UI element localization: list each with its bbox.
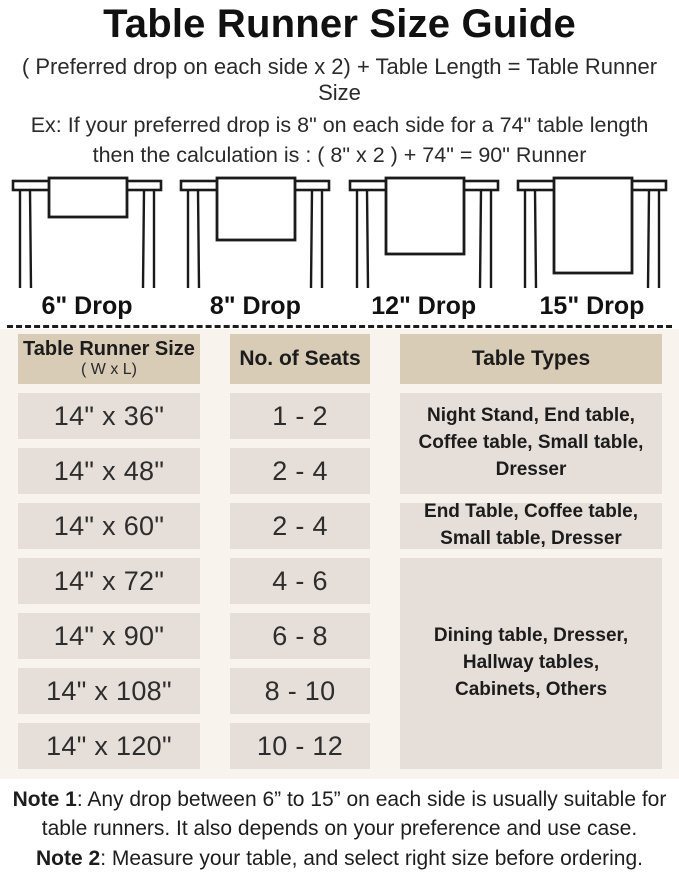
header-seats-label: No. of Seats	[239, 347, 361, 370]
drop-figure-12	[343, 175, 505, 321]
size-value: 14" x 120"	[46, 730, 172, 761]
table-types-value: End Table, Coffee table, Small table, Dresser	[424, 501, 638, 549]
header-runner-size-sub-label: ( W x L)	[81, 361, 137, 379]
seats-value: 8 - 10	[264, 675, 336, 706]
header-table-types	[400, 334, 662, 384]
table-types-cell-large-tables	[400, 558, 662, 769]
table-types-cell-small-tables	[400, 393, 662, 494]
size-cell	[18, 393, 200, 439]
note-2-label: Note 2	[36, 846, 101, 870]
table-types-value: Dining table, Dresser, Hallway tables, Cabinets, Others	[433, 625, 629, 700]
seats-cell	[230, 723, 370, 769]
drop-figure-8	[174, 175, 336, 321]
size-cell	[18, 448, 200, 494]
header-runner-size-label: Table Runner Size	[23, 338, 195, 361]
note-2	[0, 845, 679, 874]
note-2-text: : Measure your table, and select right size before ordering.	[100, 846, 643, 870]
size-cell	[18, 558, 200, 604]
drop-label: 12" Drop	[371, 292, 477, 320]
table-runner-8-drop-illustration	[174, 175, 336, 290]
dashed-divider	[7, 325, 672, 328]
page-title: Table Runner Size Guide	[103, 2, 576, 46]
table-runner-6-drop-illustration	[6, 175, 168, 290]
seats-cell	[230, 503, 370, 549]
header-runner-size	[18, 334, 200, 384]
drop-illustrations-row	[0, 171, 679, 321]
size-cell	[18, 668, 200, 714]
size-value: 14" x 90"	[53, 620, 165, 651]
seats-cell	[230, 448, 370, 494]
size-value: 14" x 60"	[53, 510, 165, 541]
formula-block	[0, 54, 679, 168]
table-types-value: Night Stand, End table, Coffee table, Small table, Dresser	[418, 405, 644, 480]
drop-figure-15	[511, 175, 673, 321]
seats-value: 2 - 4	[272, 510, 328, 541]
seats-value: 2 - 4	[272, 455, 328, 486]
size-value: 14" x 36"	[53, 400, 165, 431]
drop-label: 15" Drop	[539, 292, 645, 320]
size-value: 14" x 48"	[53, 455, 165, 486]
size-value: 14" x 72"	[53, 565, 165, 596]
size-cell	[18, 503, 200, 549]
formula-example-line: Ex: If your preferred drop is 8" on each side for a 74" table length	[30, 113, 649, 137]
header-table-types-label: Table Types	[471, 347, 591, 370]
note-1	[4, 786, 676, 844]
formula-calculation-line: then the calculation is : ( 8" x 2 ) + 74" = 90" Runner	[92, 143, 587, 167]
seats-value: 4 - 6	[272, 565, 328, 596]
size-cell	[18, 723, 200, 769]
size-table-section	[0, 329, 679, 779]
table-runner-15-drop-illustration	[511, 175, 673, 290]
drop-figure-6	[6, 175, 168, 321]
drop-label: 6" Drop	[41, 292, 133, 320]
header-seats	[230, 334, 370, 384]
table-types-cell-medium-tables	[400, 503, 662, 549]
formula-line: ( Preferred drop on each side x 2) + Table Length = Table Runner Size	[21, 54, 658, 105]
seats-cell	[230, 668, 370, 714]
table-runner-12-drop-illustration	[343, 175, 505, 290]
note-1-label: Note 1	[12, 788, 77, 811]
seats-cell	[230, 613, 370, 659]
size-table	[18, 334, 662, 769]
size-value: 14" x 108"	[46, 675, 172, 706]
drop-label: 8" Drop	[209, 292, 301, 320]
note-1-text: : Any drop between 6” to 15” on each side is usually suitable for table runners. It also depends on your preference and use case.	[41, 788, 667, 840]
size-cell	[18, 613, 200, 659]
seats-value: 1 - 2	[272, 400, 328, 431]
seats-cell	[230, 558, 370, 604]
notes-block	[0, 786, 679, 874]
seats-value: 6 - 8	[272, 620, 328, 651]
seats-value: 10 - 12	[256, 730, 344, 761]
seats-cell	[230, 393, 370, 439]
